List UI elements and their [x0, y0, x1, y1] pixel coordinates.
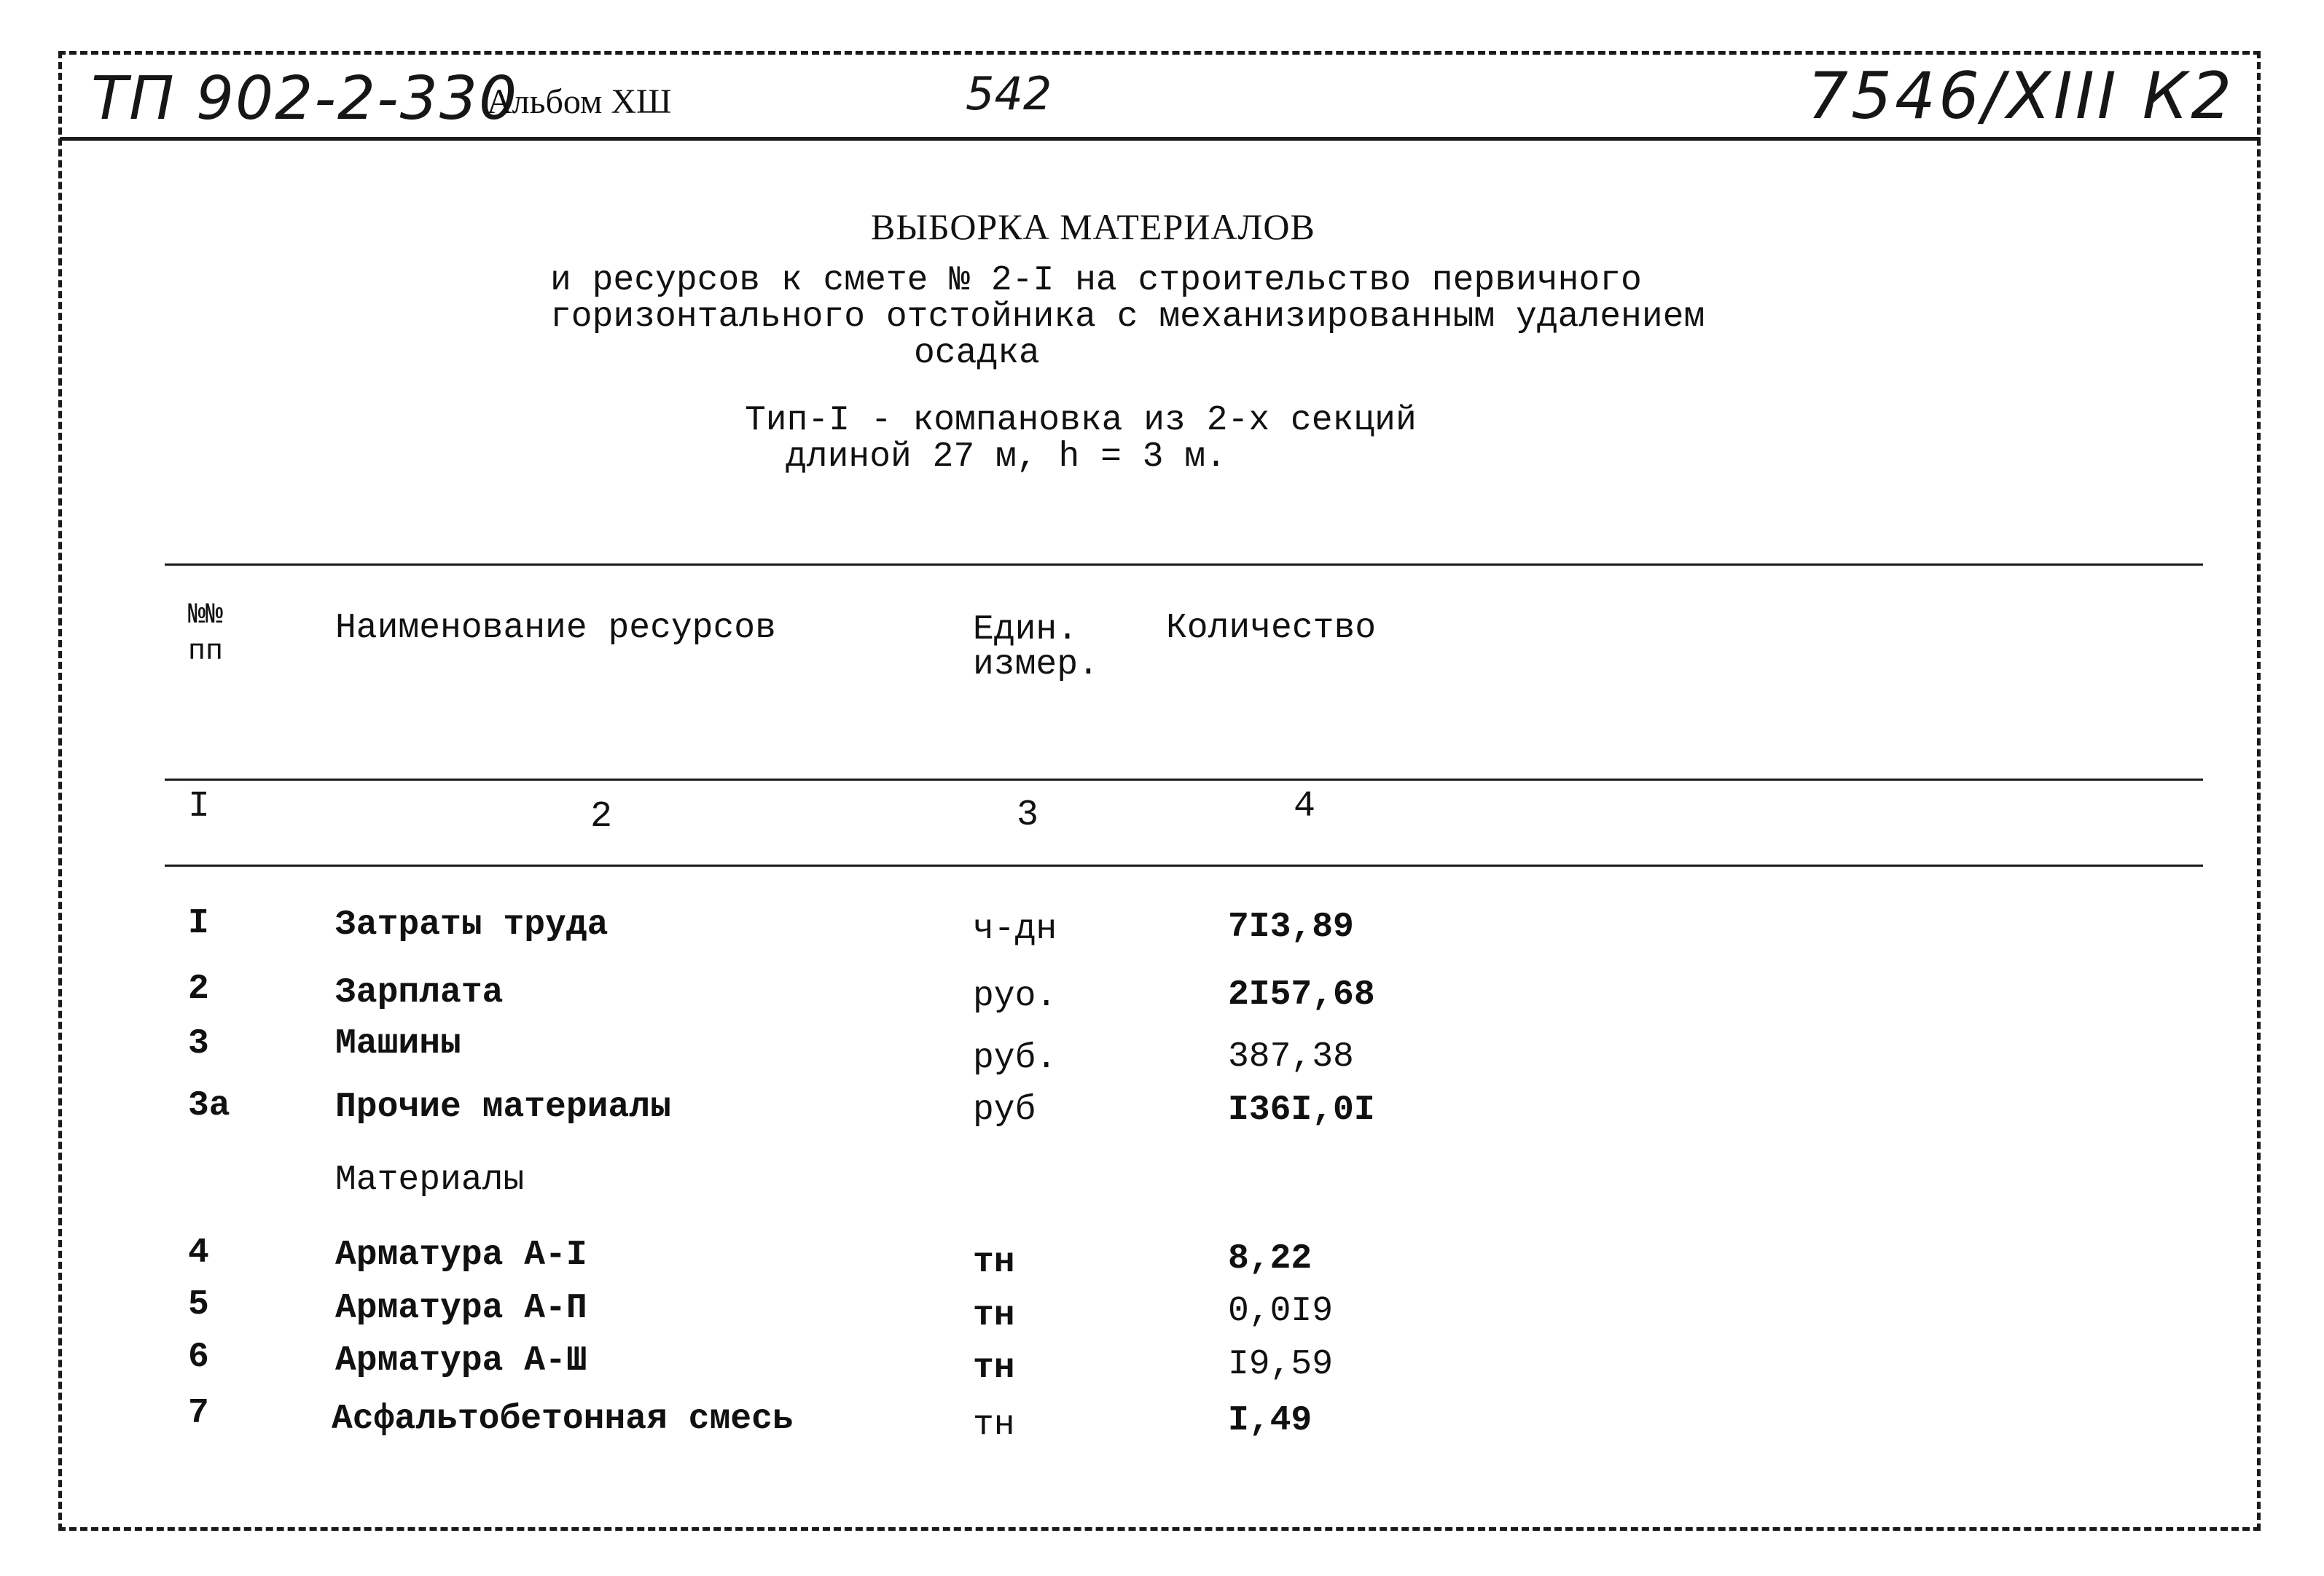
header-qty: Количество	[1166, 609, 1377, 648]
header-rule	[60, 137, 2261, 141]
row-name: Арматура А-I	[335, 1236, 587, 1275]
row-unit: ч-дн	[973, 910, 1057, 949]
col-number-2: 2	[590, 796, 613, 838]
header-num: №№ пп	[188, 599, 224, 668]
page-number: 542	[966, 67, 1052, 120]
col-number-3: 3	[1017, 795, 1039, 836]
row-name: Асфальтобетонная смесь	[332, 1400, 794, 1439]
row-qty: 8,22	[1228, 1239, 1312, 1279]
header-bottom-rule	[165, 779, 2203, 781]
row-name: Арматура А-П	[335, 1289, 587, 1328]
row-qty: I36I,0I	[1228, 1091, 1375, 1130]
row-unit: тн	[973, 1296, 1015, 1335]
col-number-1: I	[188, 786, 211, 827]
row-name: Зарплата	[335, 973, 504, 1013]
header-name: Наименование ресурсов	[335, 609, 776, 648]
row-qty: I,49	[1228, 1401, 1312, 1440]
row-qty: I9,59	[1228, 1345, 1334, 1384]
row-unit: тн	[973, 1349, 1015, 1388]
column-numbers-rule	[165, 865, 2203, 867]
row-num: 5	[188, 1285, 209, 1325]
document-title: ВЫБОРКА МАТЕРИАЛОВ	[871, 206, 1315, 247]
table-top-rule	[165, 563, 2203, 566]
row-qty: 7I3,89	[1228, 908, 1354, 947]
title-line-3: осадка	[914, 334, 1040, 373]
row-num: I	[188, 904, 209, 943]
archive-code: 7546/XIII К2	[1807, 58, 2235, 133]
title-line-2: горизонтального отстойника с механизированным удалением	[550, 297, 1705, 337]
row-name: Арматура А-Ш	[335, 1341, 587, 1381]
row-unit: руо.	[973, 977, 1057, 1016]
row-qty: 0,0I9	[1228, 1292, 1334, 1331]
row-unit: тн	[973, 1405, 1015, 1445]
title-line-4: Тип-I - компановка из 2-х секций	[745, 401, 1417, 440]
row-num: 2	[188, 970, 209, 1009]
doc-code: ТП 902-2-330	[91, 64, 519, 133]
row-num: 3	[188, 1024, 209, 1064]
col-number-4: 4	[1294, 786, 1316, 827]
section-materials: Материалы	[335, 1160, 525, 1200]
album-label: Альбом ХШ	[487, 82, 672, 121]
row-unit: тн	[973, 1243, 1015, 1282]
row-unit: руб.	[973, 1039, 1057, 1078]
row-name: Машины	[335, 1024, 461, 1064]
title-line-5: длиной 27 м, h = 3 м.	[786, 437, 1226, 477]
row-name: Прочие материалы	[335, 1088, 671, 1127]
title-line-1: и ресурсов к смете № 2-I на строительство первичного	[550, 261, 1642, 300]
row-num: 7	[188, 1394, 209, 1433]
row-name: Затраты труда	[335, 905, 609, 945]
row-num: 6	[188, 1338, 209, 1377]
row-qty: 387,38	[1228, 1037, 1354, 1077]
row-unit: руб	[973, 1091, 1036, 1130]
row-num: 3а	[188, 1086, 230, 1126]
header-unit: Един. измер.	[973, 610, 1099, 684]
row-qty: 2I57,68	[1228, 975, 1375, 1015]
row-num: 4	[188, 1233, 209, 1273]
